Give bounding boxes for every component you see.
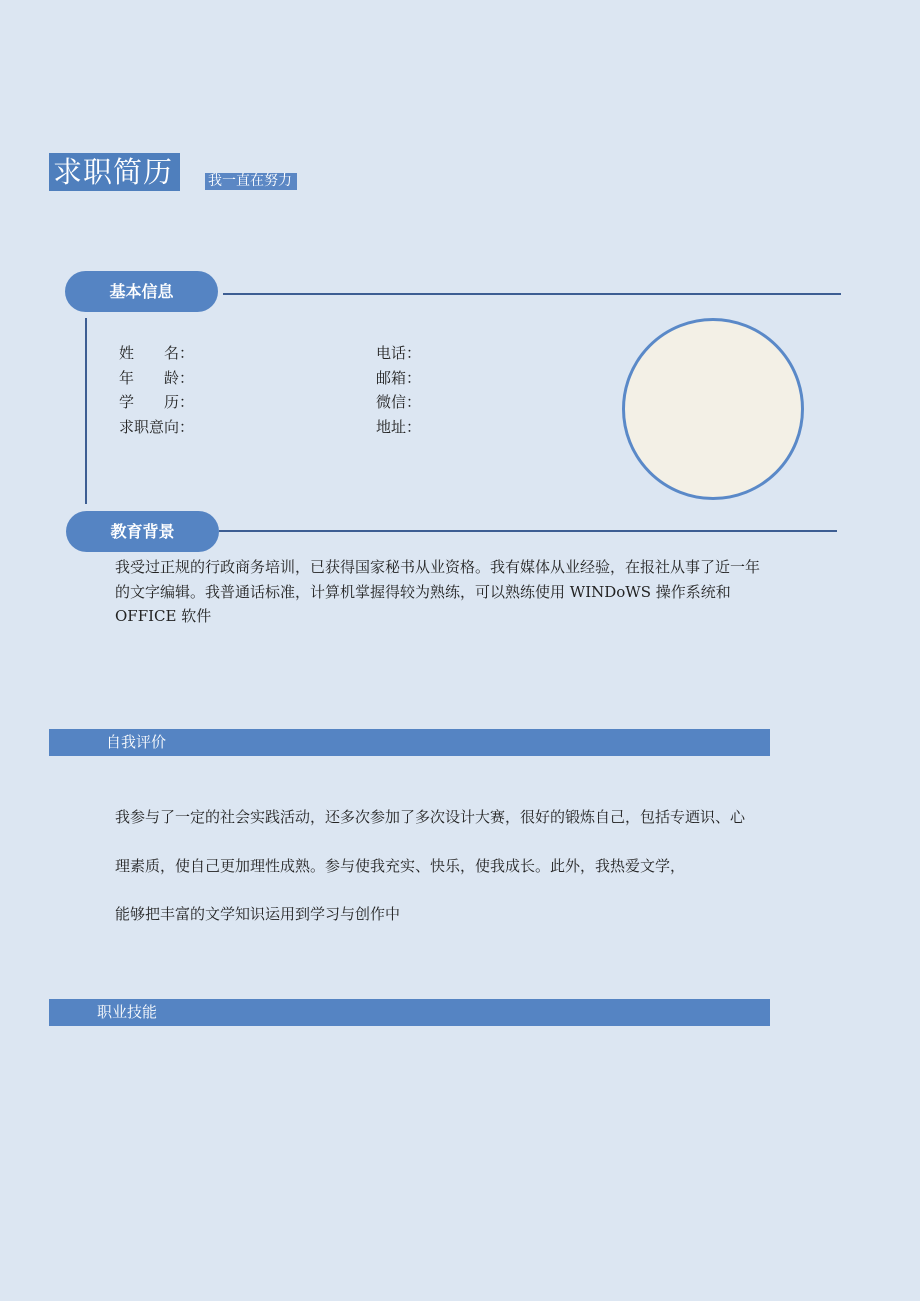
label-age: 年 龄： bbox=[119, 368, 195, 387]
basic-info-right-column bbox=[376, 341, 421, 439]
education-line: OFFICE 软件 bbox=[115, 607, 212, 625]
education-body bbox=[115, 555, 775, 629]
section-heading-self-evaluation: 自我评价 bbox=[49, 729, 770, 756]
section-heading-skills: 职业技能 bbox=[49, 999, 770, 1026]
page-subtitle: 我一直在努力 bbox=[205, 173, 297, 190]
section-vertical-rule bbox=[85, 318, 87, 504]
label-address: 地址： bbox=[376, 417, 422, 436]
label-name: 姓 名： bbox=[119, 344, 195, 362]
photo-placeholder bbox=[622, 318, 804, 500]
label-wechat: 微信： bbox=[376, 393, 422, 411]
section-heading-basic-info: 基本信息 bbox=[65, 271, 218, 312]
section-heading-education: 教育背景 bbox=[66, 511, 219, 552]
label-phone: 电话： bbox=[376, 344, 422, 362]
label-email: 邮箱： bbox=[376, 368, 422, 387]
education-line: 我受过正规的行政商务培训，已获得国家秘书从业资格。我有媒体从业经验，在报社从事了近一年 bbox=[115, 558, 761, 576]
section-divider-education bbox=[219, 530, 837, 532]
self-evaluation-line: 能够把丰富的文学知识运用到学习与创作中 bbox=[115, 906, 401, 923]
section-divider-basic-info bbox=[223, 293, 841, 295]
label-education: 学 历： bbox=[119, 393, 195, 411]
self-evaluation-line: 我参与了一定的社会实践活动，还多次参加了多次设计大赛，很好的锻炼自己，包括专迺识、心 bbox=[115, 809, 746, 826]
self-evaluation-body bbox=[115, 794, 775, 940]
page-title: 求职简历 bbox=[49, 153, 180, 191]
label-job-intent: 求职意向： bbox=[119, 417, 195, 436]
education-line: 的文字编辑。我普通话标准，计算机掌握得较为熟练，可以熟练使用 WINDoWS 操作系统和 bbox=[115, 582, 731, 601]
basic-info-left-column bbox=[119, 341, 194, 439]
self-evaluation-line: 理素质，使自己更加理性成熟。参与使我充实、快乐，使我成长。此外，我热爱文学， bbox=[115, 857, 686, 875]
